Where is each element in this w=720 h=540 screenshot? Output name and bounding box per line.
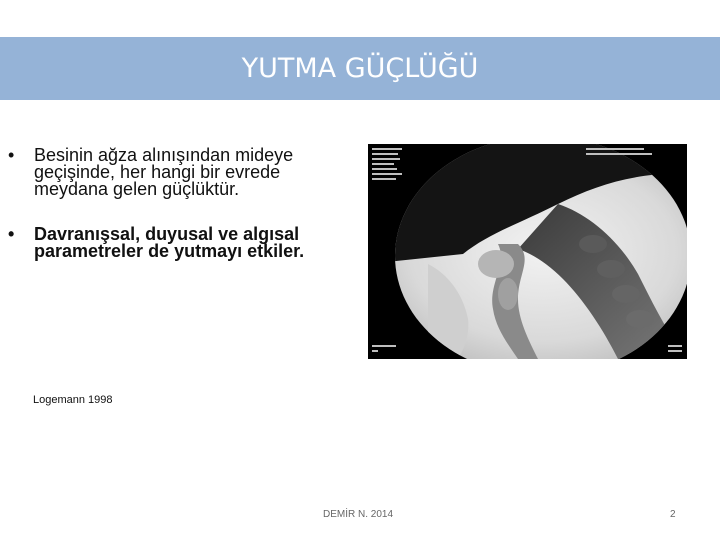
bullet-item: [8, 226, 348, 260]
title-bar: [0, 37, 720, 100]
bullet-marker: •: [8, 145, 15, 165]
bullet-marker: •: [8, 224, 15, 244]
bullet-list: [8, 147, 348, 260]
slide-title: YUTMA GÜÇLÜĞÜ: [241, 53, 479, 84]
bullet-text: Besinin ağza alınışından mideye geçişinde, her hangi bir evrede meydana gelen güçlüktür.: [34, 145, 294, 199]
xray-swallow-image: [368, 144, 687, 359]
bullet-text: Davranışsal, duyusal ve algısal parametreler de yutmayı etkiler.: [34, 224, 305, 261]
page-number: 2: [670, 509, 676, 520]
bullet-item: [8, 147, 348, 198]
reference-citation: Logemann 1998: [33, 394, 113, 406]
footer-author: DEMİR N. 2014: [323, 509, 394, 520]
